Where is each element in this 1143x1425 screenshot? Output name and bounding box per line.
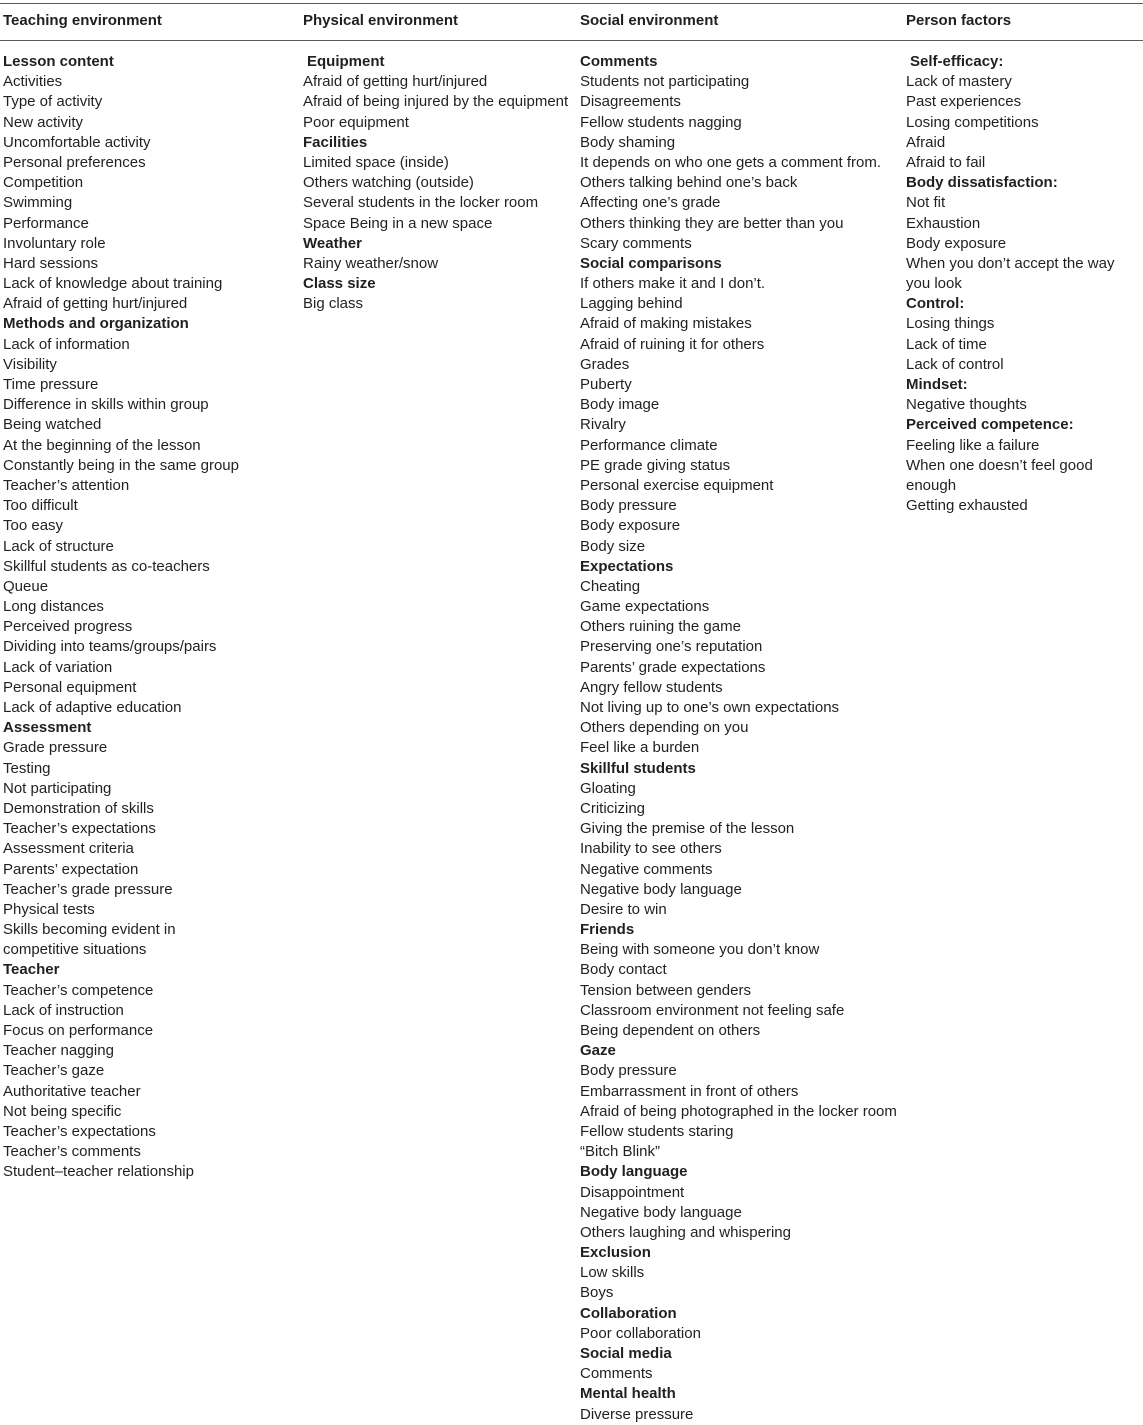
table-cell: Giving the premise of the lesson bbox=[580, 820, 795, 838]
table-cell: Not fit bbox=[906, 194, 946, 212]
table-cell: Classroom environment not feeling safe bbox=[580, 1001, 845, 1019]
table-cell: Feeling like a failure bbox=[906, 436, 1040, 454]
table-cell: Poor equipment bbox=[303, 113, 409, 131]
table-cell: Grades bbox=[580, 355, 630, 373]
table-cell: Diverse pressure bbox=[580, 1405, 694, 1423]
category-heading: Exclusion bbox=[580, 1244, 651, 1262]
table-cell: Afraid of making mistakes bbox=[580, 315, 752, 333]
table-cell: Game expectations bbox=[580, 598, 710, 616]
table-cell: Lack of time bbox=[906, 335, 987, 353]
table-cell: Activities bbox=[3, 73, 63, 91]
table-cell: Puberty bbox=[580, 376, 632, 393]
category-heading: Methods and organization bbox=[3, 315, 189, 333]
table-cell: Lack of knowledge about training bbox=[3, 275, 223, 293]
table-cell: Parents’ grade expectations bbox=[580, 658, 766, 676]
table-cell: Afraid of getting hurt/injured bbox=[3, 295, 188, 313]
table-cell: Afraid of being injured by the equipment bbox=[303, 93, 569, 111]
column-teaching-environment bbox=[3, 52, 239, 1183]
table-cell: Teacher’s gaze bbox=[3, 1062, 105, 1080]
table-cell: Personal equipment bbox=[3, 678, 137, 696]
table-cell: Fellow students nagging bbox=[580, 113, 742, 131]
table-cell: Negative body language bbox=[580, 880, 742, 898]
table-cell: Afraid bbox=[906, 133, 946, 151]
table-cell: competitive situations bbox=[3, 941, 147, 959]
table-cell: Teacher’s grade pressure bbox=[3, 880, 173, 898]
table-cell: Not being specific bbox=[3, 1102, 122, 1120]
header-rule bbox=[0, 40, 1143, 41]
category-heading: Expectations bbox=[580, 557, 674, 575]
table-cell: Body exposure bbox=[580, 517, 681, 535]
table-cell: Dividing into teams/groups/pairs bbox=[3, 638, 217, 656]
category-heading: Gaze bbox=[580, 1042, 616, 1060]
header-physical-environment: Physical environment bbox=[303, 12, 459, 29]
table-cell: Students not participating bbox=[580, 73, 750, 91]
table-cell: Performance bbox=[3, 214, 89, 232]
category-heading: Mindset: bbox=[906, 376, 968, 393]
table-cell: Focus on performance bbox=[3, 1022, 154, 1039]
table-cell: Scary comments bbox=[580, 234, 692, 252]
table-cell: Too difficult bbox=[3, 497, 78, 515]
table-cell: Disappointment bbox=[580, 1183, 685, 1201]
category-heading: Lesson content bbox=[3, 53, 114, 70]
table-cell: Afraid of being photographed in the locker room bbox=[580, 1102, 897, 1120]
table-cell: Being with someone you don’t know bbox=[580, 941, 820, 959]
table-cell: Low skills bbox=[580, 1264, 645, 1282]
table-cell: Lagging behind bbox=[580, 295, 683, 313]
table-cell: Angry fellow students bbox=[580, 678, 723, 696]
table-cell: Grade pressure bbox=[3, 739, 108, 757]
table-cell: Negative body language bbox=[580, 1203, 742, 1221]
table-cell: Teacher nagging bbox=[3, 1042, 114, 1060]
table-cell: At the beginning of the lesson bbox=[3, 436, 201, 454]
category-heading: Teacher bbox=[3, 961, 60, 979]
table-cell: Skillful students as co-teachers bbox=[3, 557, 210, 575]
table-cell: Others laughing and whispering bbox=[580, 1223, 791, 1241]
table-cell: Teacher’s comments bbox=[3, 1143, 141, 1161]
table-cell: Poor collaboration bbox=[580, 1324, 701, 1342]
category-heading: Self-efficacy: bbox=[910, 53, 1004, 70]
table-cell: When one doesn’t feel good bbox=[906, 456, 1093, 474]
table-cell: When you don’t accept the way bbox=[906, 254, 1115, 272]
table-cell: Lack of mastery bbox=[906, 73, 1012, 91]
table-cell: Afraid of getting hurt/injured bbox=[303, 73, 488, 91]
table-cell: Body image bbox=[580, 396, 660, 414]
table-cell: Time pressure bbox=[3, 376, 99, 393]
table-cell: “Bitch Blink” bbox=[580, 1143, 661, 1161]
table-cell: It depends on who one gets a comment from. bbox=[580, 153, 882, 171]
header-teaching-environment: Teaching environment bbox=[3, 12, 162, 29]
table-cell: Embarrassment in front of others bbox=[580, 1082, 799, 1100]
table-cell: Others thinking they are better than you bbox=[580, 214, 844, 232]
table-cell: Lack of structure bbox=[3, 537, 114, 555]
table-cell: Space Being in a new space bbox=[303, 214, 493, 232]
table-cell: Exhaustion bbox=[906, 214, 981, 232]
table-cell: Boys bbox=[580, 1284, 614, 1302]
table-cell: New activity bbox=[3, 113, 84, 131]
table-cell: Uncomfortable activity bbox=[3, 133, 151, 151]
table-cell: Being watched bbox=[3, 416, 102, 434]
category-heading: Mental health bbox=[580, 1385, 676, 1403]
table-cell: Demonstration of skills bbox=[3, 799, 154, 817]
table-cell: Fellow students staring bbox=[580, 1122, 734, 1140]
category-heading: Social comparisons bbox=[580, 254, 722, 272]
table-cell: Past experiences bbox=[906, 93, 1022, 111]
table-cell: Lack of information bbox=[3, 335, 130, 353]
table-cell: Disagreements bbox=[580, 93, 681, 111]
table-cell: Others ruining the game bbox=[580, 618, 741, 636]
table-cell: Student–teacher relationship bbox=[3, 1163, 194, 1181]
table-cell: Skills becoming evident in bbox=[3, 921, 176, 939]
table-cell: Body pressure bbox=[580, 497, 677, 515]
table-cell: If others make it and I don’t. bbox=[580, 275, 766, 293]
table-cell: Body exposure bbox=[906, 234, 1007, 252]
table-cell: Not living up to one’s own expectations bbox=[580, 699, 840, 716]
column-person-factors bbox=[906, 52, 1114, 516]
category-heading: Perceived competence: bbox=[906, 416, 1074, 434]
table-cell: Teacher’s competence bbox=[3, 981, 154, 999]
table-cell: Type of activity bbox=[3, 93, 103, 111]
table-cell: Rivalry bbox=[580, 416, 626, 434]
table-cell: Criticizing bbox=[580, 799, 646, 817]
table-cell: Swimming bbox=[3, 194, 73, 212]
column-social-environment bbox=[580, 52, 897, 1425]
table-cell: Competition bbox=[3, 174, 84, 192]
table-cell: Assessment criteria bbox=[3, 840, 134, 858]
table-cell: Parents’ expectation bbox=[3, 860, 139, 878]
table-cell: Others watching (outside) bbox=[303, 174, 474, 192]
table-cell: Several students in the locker room bbox=[303, 194, 539, 212]
category-heading: Control: bbox=[906, 295, 965, 313]
header-person-factors: Person factors bbox=[906, 12, 1012, 29]
table-cell: Limited space (inside) bbox=[303, 153, 449, 171]
table-cell: Teacher’s attention bbox=[3, 476, 130, 494]
table-cell: Getting exhausted bbox=[906, 497, 1028, 515]
table-cell: Personal exercise equipment bbox=[580, 476, 774, 494]
category-heading: Class size bbox=[303, 275, 376, 293]
table-cell: Involuntary role bbox=[3, 234, 106, 252]
table-cell: Teacher’s expectations bbox=[3, 820, 156, 838]
table-cell: Visibility bbox=[3, 355, 57, 373]
table-cell: enough bbox=[906, 476, 957, 494]
table-cell: Desire to win bbox=[580, 900, 667, 918]
category-heading: Friends bbox=[580, 921, 635, 939]
table-cell: Being dependent on others bbox=[580, 1022, 761, 1039]
table-cell: Lack of variation bbox=[3, 658, 113, 676]
table-cell: Rainy weather/snow bbox=[303, 254, 439, 272]
table-cell: Perceived progress bbox=[3, 618, 133, 636]
table-cell: Body contact bbox=[580, 961, 667, 979]
table-cell: Gloating bbox=[580, 779, 636, 797]
table-cell: Not participating bbox=[3, 779, 112, 797]
table-cell: Inability to see others bbox=[580, 840, 722, 858]
table-cell: Feel like a burden bbox=[580, 739, 700, 757]
table-cell: Big class bbox=[303, 295, 364, 313]
table-cell: Personal preferences bbox=[3, 153, 146, 171]
table-cell: Preserving one’s reputation bbox=[580, 638, 763, 656]
category-heading: Equipment bbox=[307, 53, 385, 70]
table-cell: PE grade giving status bbox=[580, 456, 731, 474]
table-cell: Others talking behind one’s back bbox=[580, 174, 798, 192]
table-cell: Body size bbox=[580, 537, 646, 555]
table-cell: Comments bbox=[580, 1365, 653, 1383]
table-cell: Too easy bbox=[3, 517, 64, 535]
table-cell: Negative thoughts bbox=[906, 396, 1027, 414]
table-cell: Difference in skills within group bbox=[3, 396, 209, 414]
table-cell: Cheating bbox=[580, 577, 641, 595]
category-heading: Body language bbox=[580, 1163, 688, 1181]
table-cell: Others depending on you bbox=[580, 719, 749, 737]
table-cell: Queue bbox=[3, 577, 49, 595]
table-top-rule bbox=[0, 3, 1143, 4]
table-cell: Afraid of ruining it for others bbox=[580, 335, 765, 353]
table-cell: Negative comments bbox=[580, 860, 713, 878]
table-cell: Losing competitions bbox=[906, 113, 1039, 131]
table-cell: Performance climate bbox=[580, 436, 718, 454]
category-heading: Social media bbox=[580, 1345, 672, 1362]
column-physical-environment bbox=[303, 52, 568, 314]
table-cell: Hard sessions bbox=[3, 254, 99, 272]
category-heading: Collaboration bbox=[580, 1304, 677, 1322]
table-cell: Lack of instruction bbox=[3, 1001, 124, 1019]
table-cell: Lack of adaptive education bbox=[3, 699, 182, 716]
category-heading: Assessment bbox=[3, 719, 92, 737]
category-heading: Skillful students bbox=[580, 759, 696, 777]
table-cell: Body pressure bbox=[580, 1062, 677, 1080]
table-cell: Physical tests bbox=[3, 900, 95, 918]
category-heading: Body dissatisfaction: bbox=[906, 174, 1058, 192]
table-cell: Losing things bbox=[906, 315, 995, 333]
table-cell: Affecting one’s grade bbox=[580, 194, 721, 212]
table-cell: Teacher’s expectations bbox=[3, 1122, 156, 1140]
table-cell: Tension between genders bbox=[580, 981, 751, 999]
table-cell: Afraid to fail bbox=[906, 153, 986, 171]
table-cell: Testing bbox=[3, 759, 51, 777]
table-cell: Constantly being in the same group bbox=[3, 456, 239, 474]
table-cell: Body shaming bbox=[580, 133, 676, 151]
table-cell: you look bbox=[906, 275, 962, 293]
header-social-environment: Social environment bbox=[580, 12, 719, 29]
table-cell: Lack of control bbox=[906, 355, 1004, 373]
table-cell: Long distances bbox=[3, 598, 104, 616]
table-cell: Authoritative teacher bbox=[3, 1082, 141, 1100]
category-heading: Comments bbox=[580, 53, 658, 70]
category-heading: Facilities bbox=[303, 133, 368, 151]
category-heading: Weather bbox=[303, 234, 362, 252]
